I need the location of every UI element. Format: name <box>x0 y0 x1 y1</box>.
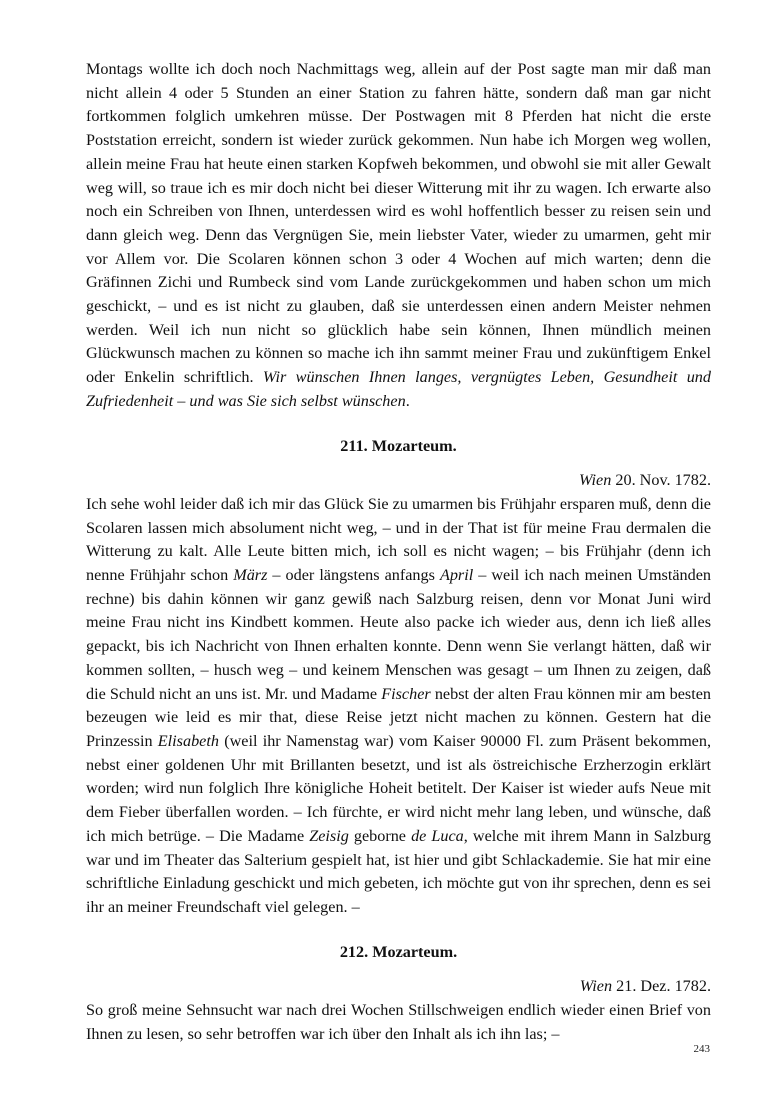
intro-paragraph <box>86 58 711 414</box>
letter-211-text-run: (weil ihr Namenstag war) vom Kaiser 90000 Fl. zum Präsent bekommen, nebst einer goldenen Uhr mit Brillanten besetzt, und ist als östreichische Erzherzogin erklärt worden; wird nun folglich Ihre königliche Hoheit betitelt. Der Kaiser ist wieder aufs Neue mit dem Fieber überfallen worden. – Ich fürchte, er wird nicht mehr lang leben, und wünsche, daß ich mich betrüge. – Die Madame <box>86 731 711 845</box>
letter-211-body <box>86 493 711 920</box>
letter-211-place: Wien <box>578 471 612 490</box>
letter-211-italic-run: Elisabeth <box>157 731 219 750</box>
letter-211-dateline <box>86 469 711 493</box>
letter-211-text-run: nebst der alten Frau können mir am besten bezeugen wie leid es mir that, diese Reise jetzt nicht machen zu können. Gestern hat die Prinzessin <box>86 684 711 750</box>
letter-211-text-run: – weil ich nach meinen Umständen rechne) bis dahin können wir ganz gewiß nach Salzburg reisen, denn vor Monat Juni wird meine Frau nicht ins Kindbett kommen. Heute also packe ich wieder aus, denn ich ließ alles gepackt, bis ich Nachricht von Ihnen erhalten konnte. Denn wenn Sie verlangt hätten, daß wir kommen sollten, – husch weg – und keinem Menschen was gesagt – um Ihnen zu zeigen, daß die Schuld nicht an uns ist. Mr. und Madame <box>86 566 711 703</box>
letter-211-date: 20. Nov. 1782. <box>611 471 711 490</box>
letter-211-text-run: Ich sehe wohl leider daß ich mir das Glück Sie zu umarmen bis Frühjahr ersparen muß, denn die Scolaren lassen mich absolument nicht weg, – und in der That ist für meine Frau dermalen die Witterung zu kalt. Alle Leute bitten mich, ich soll es nicht wagen; – bis Frühjahr (denn ich nenne Frühjahr schon <box>86 494 711 585</box>
letter-211-italic-run: de Luca <box>411 826 464 845</box>
letter-211-text-run: – oder längstens anfangs <box>267 566 440 585</box>
letter-212-heading: 212. Mozarteum. <box>339 942 458 961</box>
letter-212-body <box>86 999 711 1046</box>
letter-211-italic-run: April <box>439 566 474 585</box>
letter-211-heading: 211. Mozarteum. <box>340 436 457 455</box>
letter-211-italic-run: Zeisig <box>309 826 349 845</box>
intro-text-run: Montags wollte ich doch noch Nachmittags weg, allein auf der Post sagte man mir daß man nicht allein 4 oder 5 Stunden an einer Station zu fahren hätte, sondern daß man gar nicht fortkommen folglich umkehren müsse. Der Postwagen mit 8 Pferden hat nicht die erste Poststation erreicht, sondern ist wieder zurück gekommen. Nun habe ich Morgen weg wollen, allein meine Frau hat heute einen starken Kopfweh bekommen, und obwohl sie mit aller Gewalt weg will, so traue ich es mir doch nicht bei dieser Witterung mit ihr zu wagen. Ich erwarte also noch ein Schreiben von Ihnen, unterdessen wird es wohl hoffentlich besser zu reisen sein und dann gleich weg. Denn das Vergnügen Sie, mein liebster Vater, wieder zu umarmen, geht mir vor Allem vor. Die Scolaren können schon 3 oder 4 Wochen auf mich warten; denn die Gräfinnen Zichi und Rumbeck sind vom Lande zurückgekommen und haben schon um mich geschickt, – und es ist nicht zu glauben, daß sie unterdessen einen andern Meister nehmen werden. Weil ich nun nicht so glücklich habe sein können, Ihnen mündlich meinen Glückwunsch machen zu können so mache ich ihn sammt meiner Frau und zukünftigem Enkel oder Enkelin schriftlich. <box>86 60 711 387</box>
letter-212-text-run: So groß meine Sehnsucht war nach drei Wochen Stillschweigen endlich wieder einen Brief von Ihnen zu lesen, so sehr betroffen war ich über den Inhalt als ich ihn las; – <box>86 1001 711 1043</box>
intro-text-run: . <box>405 391 410 410</box>
letter-212-date: 21. Dez. 1782. <box>612 977 711 996</box>
page-text-block <box>86 58 711 1046</box>
letter-212-dateline <box>86 975 711 999</box>
letter-212-place: Wien <box>579 977 613 996</box>
intro-italic-run: Wir wünschen Ihnen langes, vergnügtes Leben, Gesundheit und Zufriedenheit – und was Sie sich selbst wünschen <box>86 368 711 410</box>
letter-211-text-run: , welche mit ihrem Mann in Salzburg war und im Theater das Salterium gespielt hat, ist hier und gibt Schlackademie. Sie hat mir eine schriftliche Einladung geschickt und mich gebeten, ich möchte gut von ihr sprechen, denn es sei ihr an meiner Freundschaft viel gelegen. – <box>86 826 711 916</box>
letter-211-italic-run: Fischer <box>381 684 431 703</box>
letter-211-text-run: geborne <box>348 826 412 845</box>
letter-211-italic-run: März <box>233 566 268 585</box>
page-number: 243 <box>693 1043 710 1055</box>
